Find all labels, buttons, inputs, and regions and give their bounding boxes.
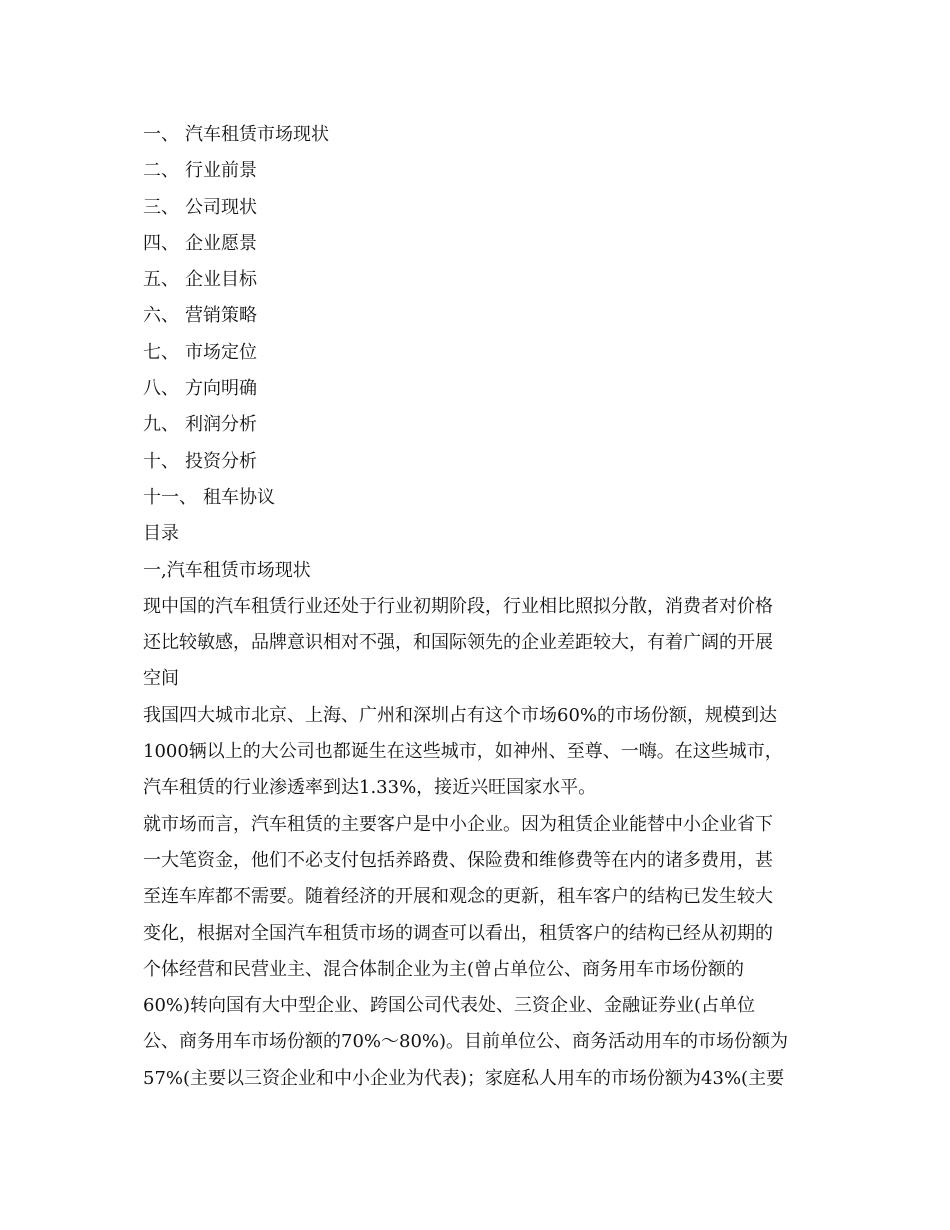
paragraph <box>143 589 815 698</box>
toc-title: 企业愿景 <box>185 232 257 254</box>
toc-item <box>143 407 815 443</box>
toc-item <box>143 480 815 516</box>
paragraph-line: 公、商务用车市场份额的70%～80%)。目前单位公、商务活动用车的市场份额为 <box>143 1031 789 1053</box>
toc-title: 行业前景 <box>185 160 257 182</box>
toc-number: 四、 <box>143 232 179 254</box>
toc-number: 八、 <box>143 378 179 400</box>
toc-number: 一、 <box>143 124 179 145</box>
toc-title: 公司现状 <box>185 196 257 218</box>
toc-item <box>143 335 815 371</box>
toc-title: 利润分析 <box>185 414 257 436</box>
paragraph-line: 就市场而言，汽车租赁的主要客户是中小企业。因为租赁企业能替中小企业省下 <box>143 813 773 835</box>
toc-title: 方向明确 <box>185 378 257 400</box>
paragraph-line: 60%)转向国有大中型企业、跨国公司代表处、三资企业、金融证券业(占单位 <box>143 995 756 1017</box>
toc-title: 租车协议 <box>203 486 275 508</box>
toc-title: 投资分析 <box>185 450 257 472</box>
toc-item <box>143 444 815 480</box>
paragraph-line: 变化，根据对全国汽车租赁市场的调查可以看出，租赁客户的结构已经从初期的 <box>143 922 773 944</box>
toc-number: 十、 <box>143 450 179 472</box>
table-of-contents <box>143 117 815 516</box>
toc-item <box>143 262 815 298</box>
paragraph-line: 汽车租赁的行业渗透率到达1.33%，接近兴旺国家水平。 <box>143 777 597 799</box>
toc-title: 企业目标 <box>185 269 257 291</box>
toc-number: 六、 <box>143 305 179 327</box>
paragraph-line: 空间 <box>143 668 179 690</box>
toc-item <box>143 226 815 262</box>
toc-title: 营销策略 <box>185 305 257 327</box>
toc-title: 市场定位 <box>185 341 257 363</box>
paragraph-line: 1000辆以上的大公司也都诞生在这些城市，如神州、至尊、一嗨。在这些城市， <box>143 741 783 763</box>
toc-title: 汽车租赁市场现状 <box>185 124 329 145</box>
paragraph <box>143 807 815 1097</box>
toc-item <box>143 371 815 407</box>
toc-number: 三、 <box>143 196 179 218</box>
toc-item <box>143 117 815 153</box>
toc-number: 二、 <box>143 160 179 182</box>
toc-number: 七、 <box>143 341 179 363</box>
document-page <box>143 117 815 1097</box>
toc-item <box>143 153 815 189</box>
paragraph-line: 57%(主要以三资企业和中小企业为代表)；家庭私人用车的市场份额为43%(主要 <box>143 1067 785 1089</box>
paragraph-line: 现中国的汽车租赁行业还处于行业初期阶段，行业相比照拟分散，消费者对价格 <box>143 595 773 617</box>
toc-item <box>143 298 815 334</box>
toc-number: 十一、 <box>143 486 197 508</box>
toc-number: 五、 <box>143 269 179 291</box>
paragraph-line: 至连车库都不需要。随着经济的开展和观念的更新，租车客户的结构已发生较大 <box>143 886 773 908</box>
toc-number: 九、 <box>143 414 179 436</box>
contents-label: 目录 <box>143 523 179 545</box>
paragraph-line: 还比较敏感，品牌意识相对不强，和国际领先的企业差距较大，有着广阔的开展 <box>143 632 773 654</box>
paragraph-line: 一大笔资金，他们不必支付包括养路费、保险费和维修费等在内的诸多费用，甚 <box>143 849 773 871</box>
paragraph <box>143 698 815 807</box>
paragraph-line: 个体经营和民营业主、混合体制企业为主(曾占单位公、商务用车市场份额的 <box>143 958 745 980</box>
paragraph-line: 我国四大城市北京、上海、广州和深圳占有这个市场60%的市场份额，规模到达 <box>143 704 778 726</box>
section-heading: 一,汽车租赁市场现状 <box>143 559 311 581</box>
toc-item <box>143 190 815 226</box>
